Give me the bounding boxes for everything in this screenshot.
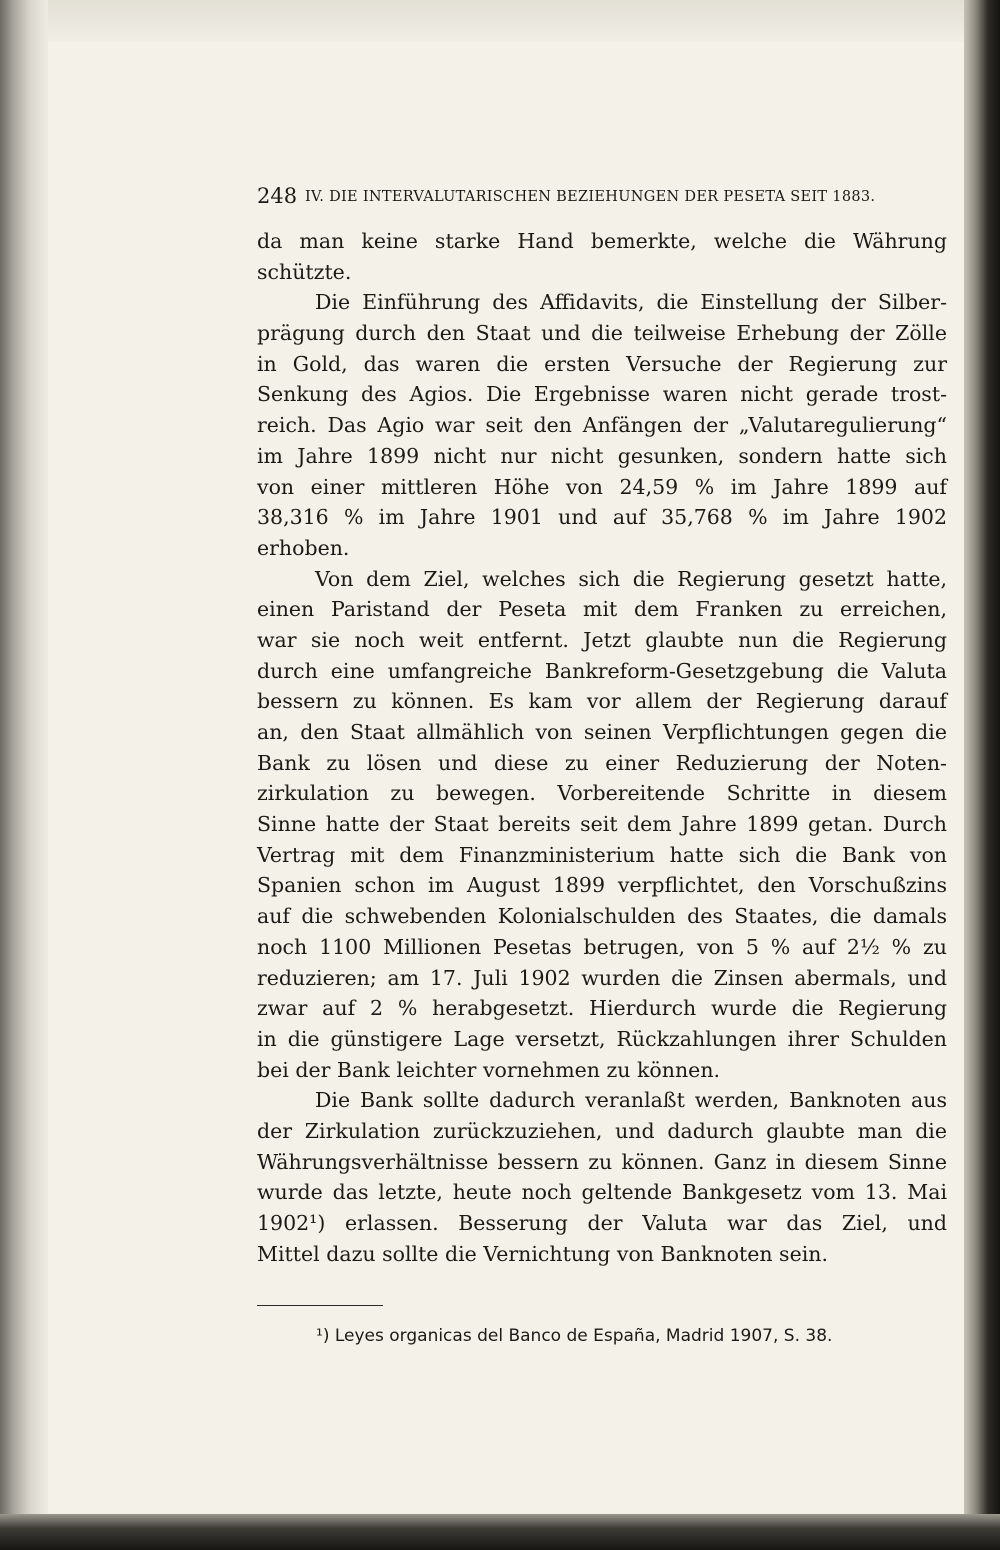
text-line: Mittel dazu sollte die Vernichtung von Banknoten sein. bbox=[257, 1241, 828, 1266]
text-line: zirkulation zu bewegen. Vorbereitende Schritte in diesem bbox=[257, 781, 947, 806]
text-line: Vertrag mit dem Finanzministerium hatte sich die Bank von bbox=[257, 842, 947, 867]
text-line: bessern zu können. Es kam vor allem der Regierung darauf bbox=[257, 689, 947, 714]
text-line: Die Bank sollte dadurch veranlaßt werden, Banknoten aus bbox=[315, 1088, 947, 1113]
text-line: Bank zu lösen und diese zu einer Reduzierung der Noten- bbox=[257, 750, 947, 775]
page-header bbox=[257, 181, 947, 211]
text-line: prägung durch den Staat und die teilweise Erhebung der Zölle bbox=[257, 321, 947, 346]
scan-bottom-border bbox=[0, 1514, 1000, 1550]
text-line: 38,316 % im Jahre 1901 und auf 35,768 % im Jahre 1902 bbox=[257, 505, 947, 530]
text-line: in die günstigere Lage versetzt, Rückzahlungen ihrer Schulden bbox=[257, 1026, 947, 1051]
text-line: durch eine umfangreiche Bankreform-Gesetzgebung die Valuta bbox=[257, 658, 947, 683]
text-line: Senkung des Agios. Die Ergebnisse waren nicht gerade trost- bbox=[257, 382, 947, 407]
text-line: in Gold, das waren die ersten Versuche der Regierung zur bbox=[257, 351, 947, 376]
text-line: noch 1100 Millionen Pesetas betrugen, von 5 % auf 2½ % zu bbox=[257, 934, 947, 959]
page-number: 248 bbox=[257, 184, 298, 208]
running-head: IV. DIE INTERVALUTARISCHEN BEZIEHUNGEN DER PESETA SEIT 1883. bbox=[305, 189, 876, 205]
text-line: Währungsverhältnisse bessern zu können. Ganz in diesem Sinne bbox=[257, 1149, 947, 1174]
text-line: von einer mittleren Höhe von 24,59 % im Jahre 1899 auf bbox=[257, 474, 947, 499]
text-line: zwar auf 2 % herabgesetzt. Hierdurch wurde die Regierung bbox=[257, 996, 947, 1021]
text-line: der Zirkulation zurückzuziehen, und dadurch glaubte man die bbox=[257, 1118, 947, 1143]
footnote-divider bbox=[257, 1305, 383, 1306]
text-line: Von dem Ziel, welches sich die Regierung gesetzt hatte, bbox=[315, 566, 947, 591]
text-line: reduzieren; am 17. Juli 1902 wurden die Zinsen abermals, und bbox=[257, 965, 947, 990]
text-line: wurde das letzte, heute noch geltende Bankgesetz vom 13. Mai bbox=[257, 1180, 947, 1205]
text-line: reich. Das Agio war seit den Anfängen der „Valutaregulierung“ bbox=[257, 413, 947, 438]
text-line: im Jahre 1899 nicht nur nicht gesunken, sondern hatte sich bbox=[257, 443, 947, 468]
text-line: Sinne hatte der Staat bereits seit dem Jahre 1899 getan. Durch bbox=[257, 812, 947, 837]
text-line: Die Einführung des Affidavits, die Einstellung der Silber- bbox=[315, 290, 947, 315]
text-line: da man keine starke Hand bemerkte, welche die Währung bbox=[257, 229, 947, 253]
scan-right-border bbox=[964, 0, 1000, 1550]
text-line: erhoben. bbox=[257, 535, 350, 560]
text-line: bei der Bank leichter vornehmen zu können. bbox=[257, 1057, 721, 1082]
text-line: an, den Staat allmählich von seinen Verpflichtungen gegen die bbox=[257, 720, 947, 744]
body-text bbox=[257, 226, 947, 1269]
binding-shadow bbox=[0, 0, 48, 1550]
page-top-edge bbox=[0, 0, 1000, 42]
text-line: 1902¹) erlassen. Besserung der Valuta war das Ziel, und bbox=[257, 1211, 947, 1235]
text-line: schützte. bbox=[257, 259, 352, 284]
text-line: auf die schwebenden Kolonialschulden des Staates, die damals bbox=[257, 904, 947, 929]
footnote: ¹) Leyes organicas del Banco de España, Madrid 1907, S. 38. bbox=[316, 1326, 833, 1346]
text-line: war sie noch weit entfernt. Jetzt glaubte nun die Regierung bbox=[257, 627, 947, 652]
text-line: Spanien schon im August 1899 verpflichtet, den Vorschußzins bbox=[257, 873, 947, 898]
text-line: einen Paristand der Peseta mit dem Franken zu erreichen, bbox=[257, 597, 947, 622]
